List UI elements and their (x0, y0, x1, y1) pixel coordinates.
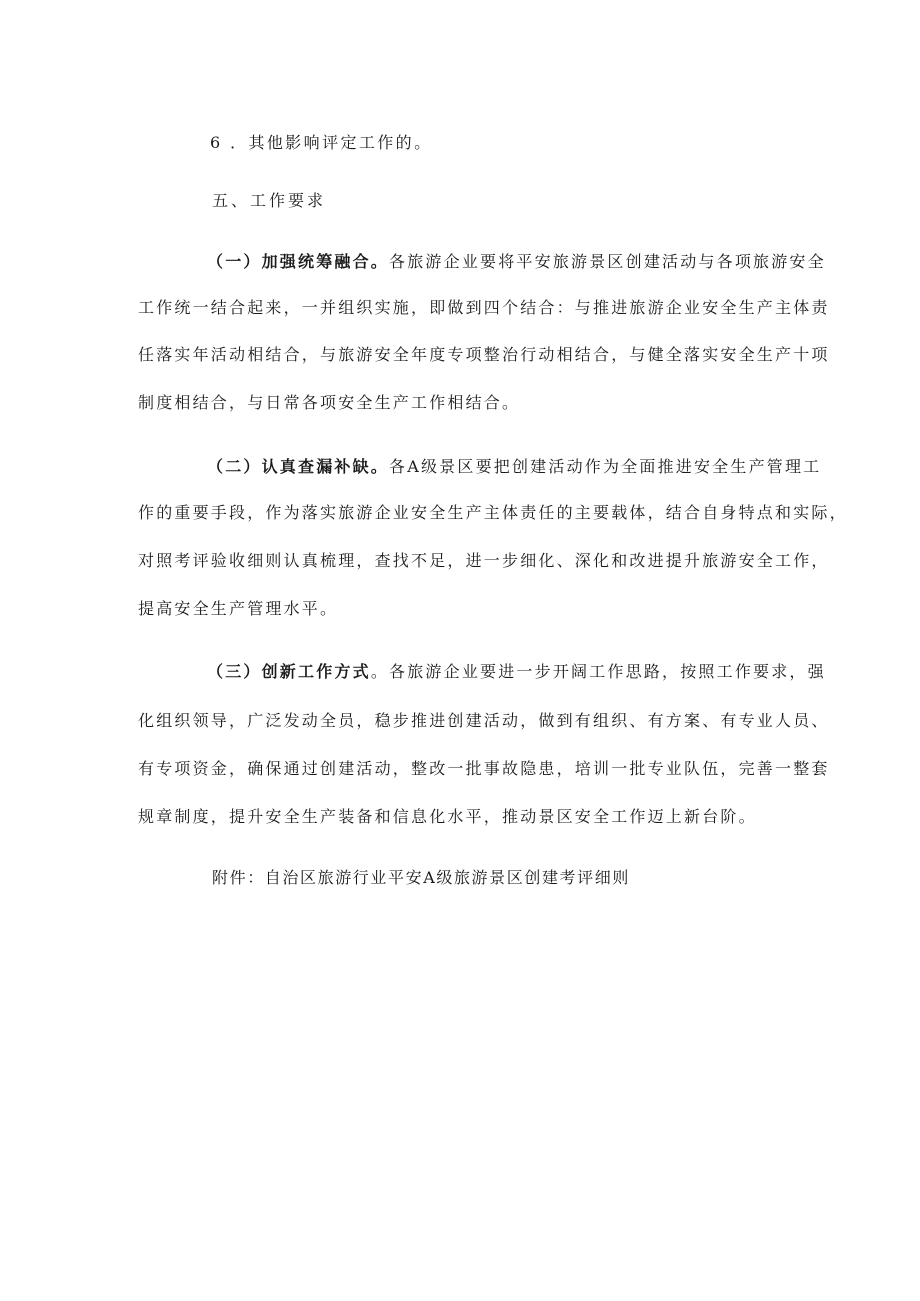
paragraph-2-line-2: 作的重要手段，作为落实旅游企业安全生产主体责任的主要载体，结合自身特点和实际， (138, 503, 848, 522)
paragraph-3-text: 。各旅游企业要进一步开阔工作思路，按照工作要求，强 (370, 662, 826, 681)
paragraph-2-text: 各A级景区要把创建活动作为全面推进安全生产管理工 (389, 457, 822, 476)
paragraph-1-title: （一）加强统筹融合。 (207, 252, 390, 271)
paragraph-3-line-2: 化组织领导，广泛发动全员，稳步推进创建活动，做到有组织、有方案、有专业人员、 (138, 711, 830, 730)
paragraph-3-line-3: 有专项资金，确保通过创建活动，整改一批事故隐患，培训一批专业队伍，完善一整套 (138, 759, 830, 778)
section-heading: 五、工作要求 (212, 191, 327, 210)
item-6: 6 ．其他影响评定工作的。 (210, 133, 433, 152)
paragraph-2-title: （二）认真查漏补缺。 (207, 457, 390, 476)
paragraph-2-line-1 (207, 456, 822, 478)
attachment-line: 附件：自治区旅游行业平安A级旅游景区创建考评细则 (212, 868, 630, 887)
paragraph-1-text: 各旅游企业要将平安旅游景区创建活动与各项旅游安全 (389, 252, 826, 271)
paragraph-1-line-2: 工作统一结合起来，一并组织实施，即做到四个结合：与推进旅游企业安全生产主体责 (138, 298, 830, 317)
paragraph-1-line-4: 制度相结合，与日常各项安全生产工作相结合。 (138, 393, 521, 412)
paragraph-2-line-3: 对照考评验收细则认真梳理，查找不足，进一步细化、深化和改进提升旅游安全工作， (138, 551, 830, 570)
paragraph-2-line-4: 提高安全生产管理水平。 (138, 599, 339, 618)
paragraph-3-line-4: 规章制度，提升安全生产装备和信息化水平，推动景区安全工作迈上新台阶。 (138, 807, 757, 826)
paragraph-3-line-1 (207, 661, 826, 683)
paragraph-1-line-1 (207, 251, 826, 273)
paragraph-1-line-3: 任落实年活动相结合，与旅游安全年度专项整治行动相结合，与健全落实安全生产十项 (138, 345, 830, 364)
paragraph-3-title: （三）创新工作方式 (207, 662, 371, 681)
